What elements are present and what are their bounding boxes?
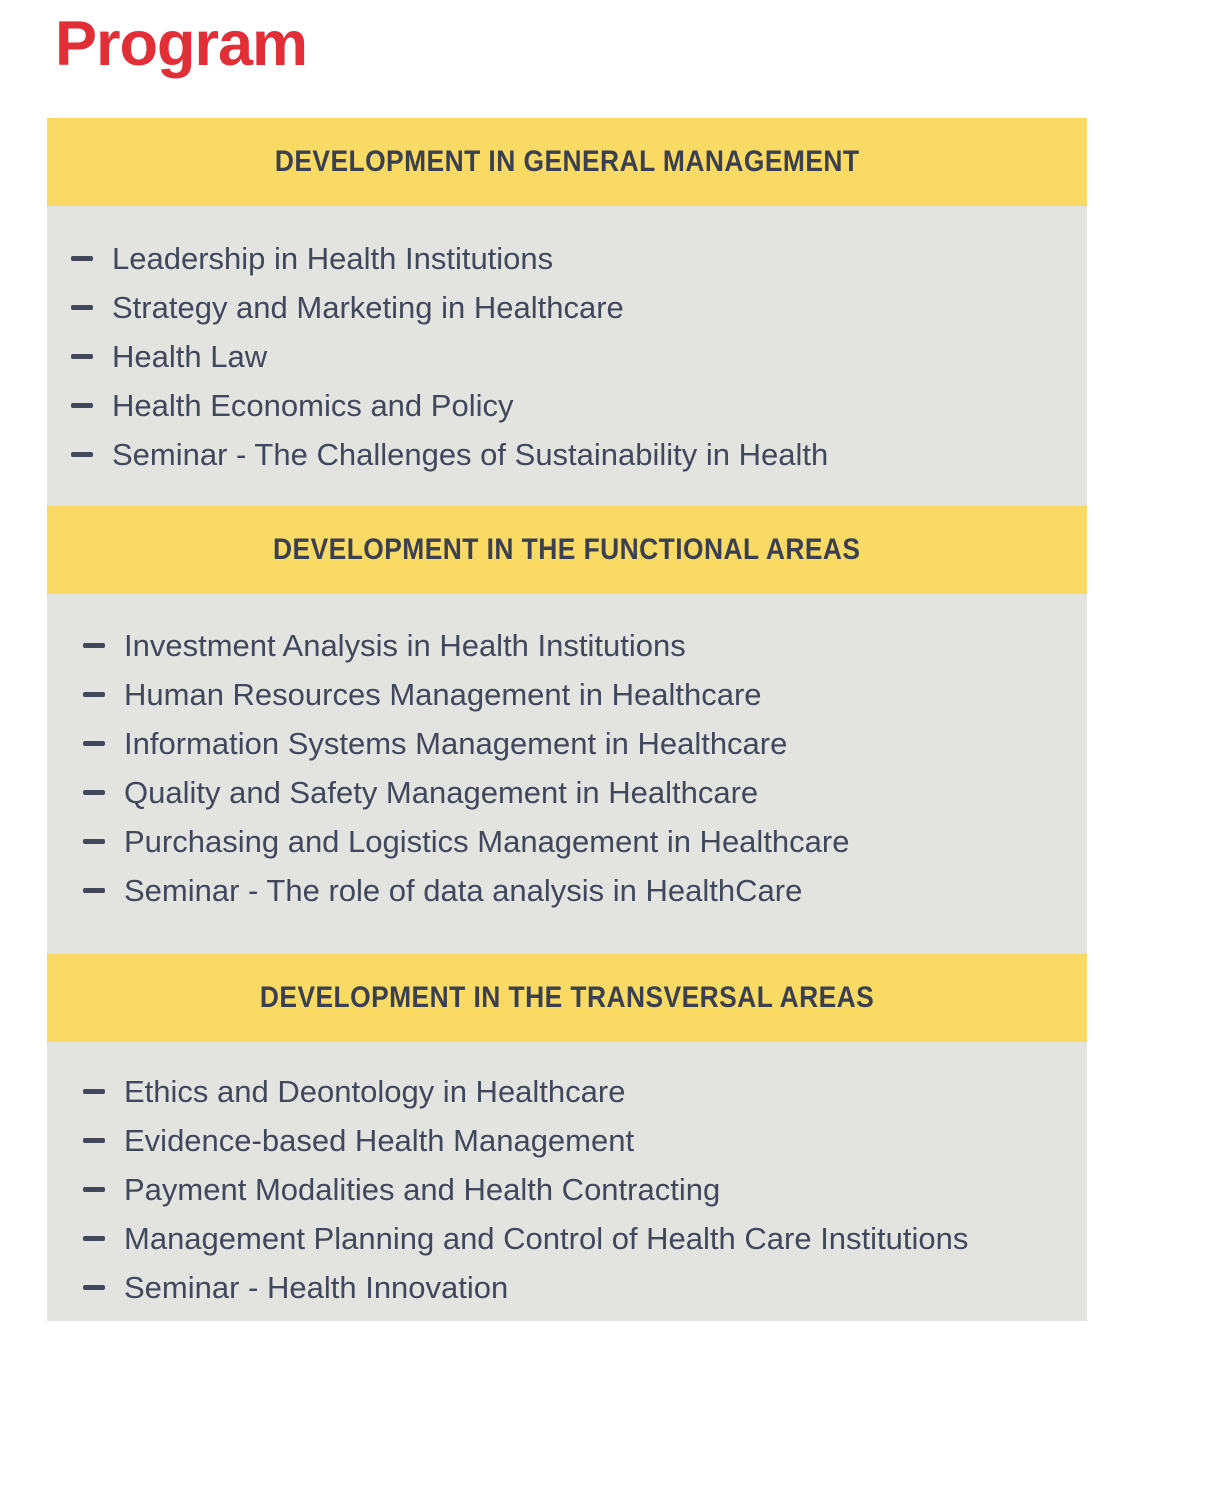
course-name: Seminar - Health Innovation — [124, 1269, 509, 1305]
course-name: Health Economics and Policy — [112, 387, 514, 423]
course-name: Seminar - The role of data analysis in HealthCare — [124, 872, 803, 908]
course-name: Leadership in Health Institutions — [112, 240, 554, 276]
page-title: Program — [55, 9, 308, 79]
program-content — [47, 118, 1087, 1321]
dash-bullet-icon — [83, 888, 105, 893]
course-list-transversal-areas — [47, 1042, 1087, 1321]
section-header-transversal-areas — [47, 954, 1087, 1042]
course-name: Investment Analysis in Health Institutions — [124, 627, 686, 663]
list-item — [83, 1067, 1087, 1116]
list-item — [71, 234, 1087, 283]
course-name: Ethics and Deontology in Healthcare — [124, 1073, 626, 1109]
list-item — [71, 430, 1087, 479]
list-item — [83, 1116, 1087, 1165]
dash-bullet-icon — [83, 1089, 105, 1094]
course-name: Quality and Safety Management in Healthcare — [124, 774, 759, 810]
list-item — [83, 621, 1087, 670]
section-transversal-areas — [47, 954, 1087, 1321]
course-name: Human Resources Management in Healthcare — [124, 676, 762, 712]
list-item — [83, 866, 1087, 915]
course-name: Evidence-based Health Management — [124, 1122, 635, 1158]
course-name: Information Systems Management in Healthcare — [124, 725, 788, 761]
course-name: Health Law — [112, 338, 268, 374]
dash-bullet-icon — [83, 790, 105, 795]
list-item — [83, 817, 1087, 866]
course-list-functional-areas — [47, 594, 1087, 954]
list-item — [83, 1214, 1087, 1263]
list-item — [83, 1165, 1087, 1214]
section-general-management — [47, 118, 1087, 506]
course-name: Purchasing and Logistics Management in Healthcare — [124, 823, 850, 859]
dash-bullet-icon — [71, 403, 93, 408]
dash-bullet-icon — [83, 692, 105, 697]
list-item — [83, 1263, 1087, 1312]
dash-bullet-icon — [83, 643, 105, 648]
list-item — [83, 719, 1087, 768]
course-name: Seminar - The Challenges of Sustainability in Health — [112, 436, 829, 472]
dash-bullet-icon — [83, 1236, 105, 1241]
list-item — [83, 670, 1087, 719]
section-functional-areas — [47, 506, 1087, 954]
dash-bullet-icon — [83, 1138, 105, 1143]
dash-bullet-icon — [71, 305, 93, 310]
list-item — [83, 768, 1087, 817]
dash-bullet-icon — [83, 741, 105, 746]
list-item — [71, 283, 1087, 332]
course-name: Payment Modalities and Health Contracting — [124, 1171, 721, 1207]
section-header-label: DEVELOPMENT IN GENERAL MANAGEMENT — [274, 145, 860, 178]
dash-bullet-icon — [71, 354, 93, 359]
dash-bullet-icon — [83, 1285, 105, 1290]
section-header-functional-areas — [47, 506, 1087, 594]
section-header-label: DEVELOPMENT IN THE FUNCTIONAL AREAS — [273, 533, 861, 566]
section-header-label: DEVELOPMENT IN THE TRANSVERSAL AREAS — [259, 981, 875, 1014]
course-list-general-management — [47, 206, 1087, 506]
list-item — [71, 332, 1087, 381]
course-name: Management Planning and Control of Health Care Institutions — [124, 1220, 969, 1256]
course-name: Strategy and Marketing in Healthcare — [112, 289, 624, 325]
dash-bullet-icon — [71, 256, 93, 261]
section-header-general-management — [47, 118, 1087, 206]
dash-bullet-icon — [83, 1187, 105, 1192]
list-item — [71, 381, 1087, 430]
dash-bullet-icon — [71, 452, 93, 457]
dash-bullet-icon — [83, 839, 105, 844]
